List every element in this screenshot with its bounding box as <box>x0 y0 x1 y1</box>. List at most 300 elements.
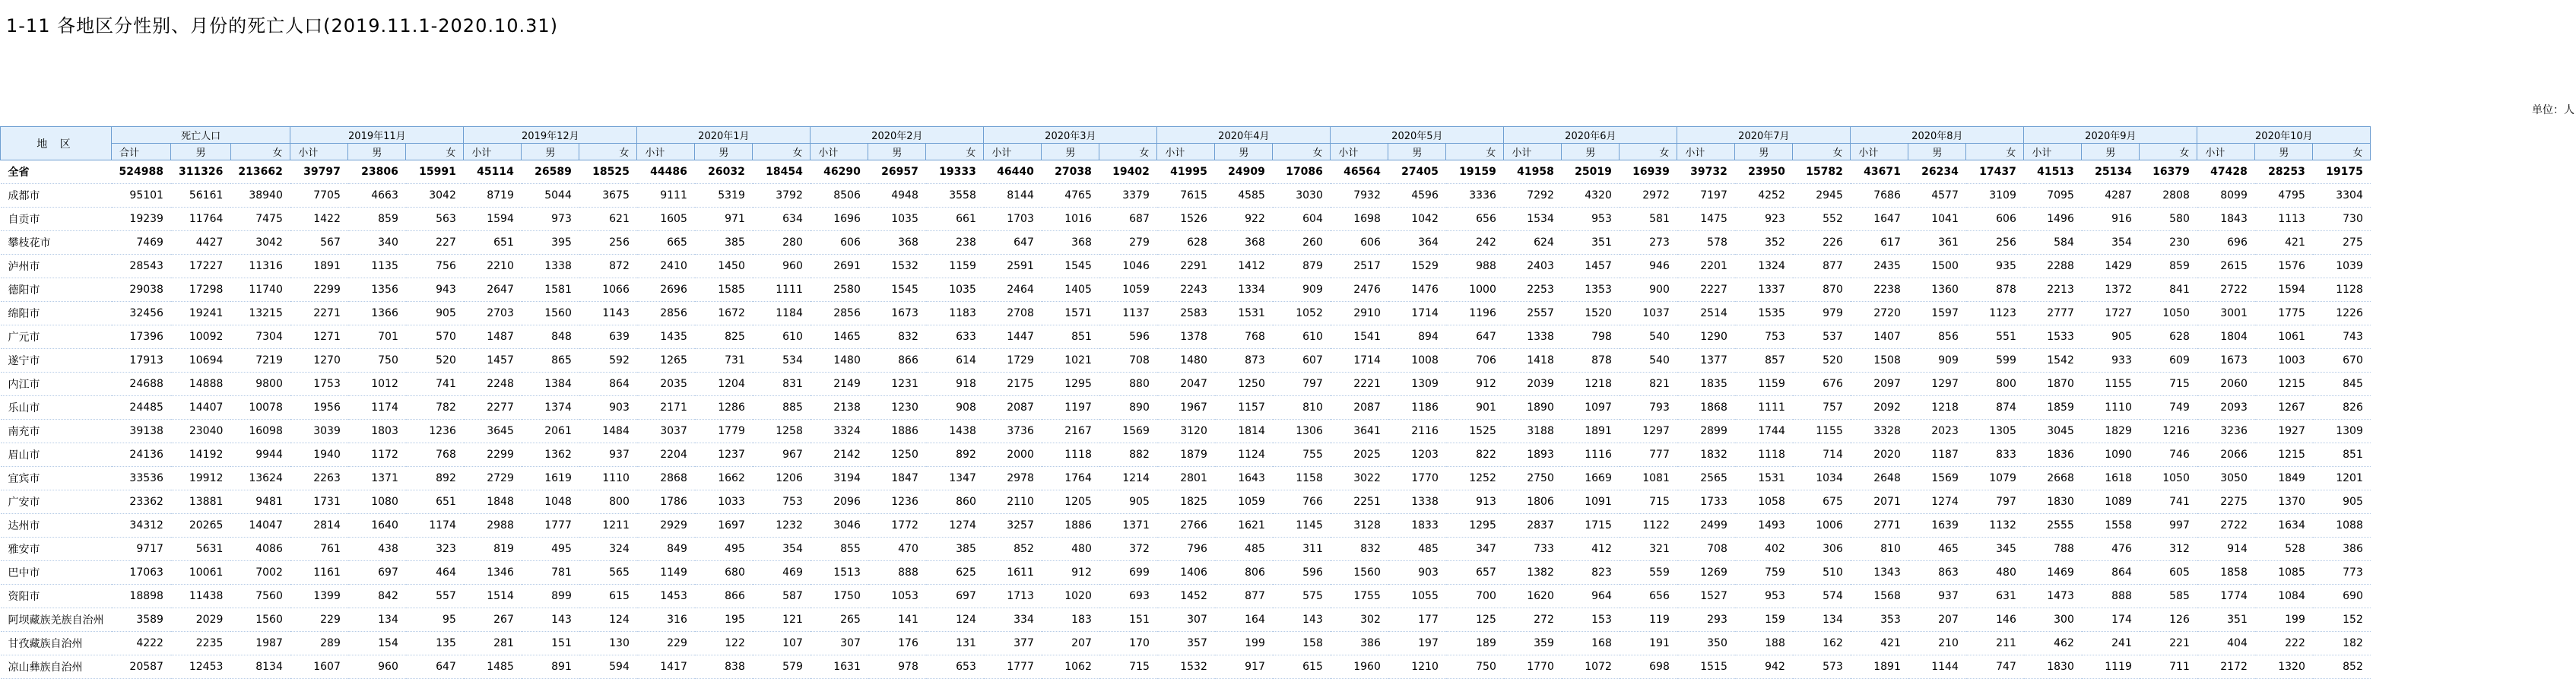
table-cell: 359 <box>1534 637 1554 649</box>
table-cell: 151 <box>551 637 572 649</box>
table-cell: 372 <box>1129 543 1150 555</box>
table-cell: 2087 <box>1007 401 1034 414</box>
table-cell: 316 <box>667 614 687 626</box>
table-cell: 2096 <box>833 496 861 508</box>
table-cell: 651 <box>436 496 456 508</box>
table-cell: 19912 <box>189 472 224 484</box>
table-cell: 2691 <box>833 260 861 272</box>
table-cell: 821 <box>1649 378 1670 390</box>
table-cell: 2093 <box>2220 401 2248 414</box>
table-cell: 2837 <box>1527 519 1554 531</box>
table-cell: 95 <box>443 614 456 626</box>
table-cell: 1558 <box>2105 519 2132 531</box>
table-cell: 1174 <box>371 401 398 414</box>
table-cell: 4320 <box>1585 189 1612 201</box>
sub-header: 男 <box>1388 144 1446 160</box>
table-cell: 2253 <box>1527 284 1554 296</box>
table-cell: 1407 <box>1873 331 1901 343</box>
table-cell: 1806 <box>1527 496 1554 508</box>
table-cell: 1230 <box>891 401 918 414</box>
table-cell: 354 <box>2111 236 2132 249</box>
table-cell: 2023 <box>1931 425 1959 437</box>
death-population-table <box>0 126 2371 679</box>
table-cell: 2814 <box>313 519 341 531</box>
table-cell: 177 <box>1418 614 1439 626</box>
table-cell: 1216 <box>2162 425 2190 437</box>
table-cell: 1770 <box>1527 661 1554 673</box>
table-cell: 860 <box>956 496 976 508</box>
table-cell: 1753 <box>313 378 341 390</box>
region-name: 资阳市 <box>8 591 40 603</box>
table-row <box>1 467 2371 490</box>
table-cell: 2403 <box>1527 260 1554 272</box>
table-title: 1-11 各地区分性别、月份的死亡人口(2019.11.1-2020.10.31) <box>6 15 559 36</box>
group-header: 2019年11月 <box>290 127 464 144</box>
sub-header: 男 <box>1735 144 1793 160</box>
table-cell: 162 <box>1823 637 1843 649</box>
table-cell: 1576 <box>2278 260 2305 272</box>
table-cell: 1334 <box>1238 284 1265 296</box>
table-cell: 857 <box>1765 354 1785 366</box>
table-cell: 1374 <box>544 401 572 414</box>
table-cell: 241 <box>2111 637 2132 649</box>
table-cell: 1274 <box>949 519 976 531</box>
table-cell: 19333 <box>939 166 976 178</box>
table-cell: 832 <box>1360 543 1381 555</box>
sub-header: 男 <box>2255 144 2313 160</box>
table-row <box>1 490 2371 514</box>
table-cell: 647 <box>436 661 456 673</box>
table-cell: 610 <box>1302 331 1323 343</box>
table-cell: 45114 <box>477 166 514 178</box>
table-cell: 656 <box>1649 590 1670 602</box>
table-cell: 1066 <box>602 284 630 296</box>
table-cell: 1605 <box>660 213 687 225</box>
table-cell: 3120 <box>1180 425 1207 437</box>
table-cell: 3045 <box>2047 425 2074 437</box>
table-cell: 1124 <box>1238 449 1265 461</box>
table-cell: 10694 <box>189 354 224 366</box>
sub-header: 男 <box>1042 144 1099 160</box>
table-cell: 334 <box>1014 614 1034 626</box>
table-cell: 1055 <box>1411 590 1439 602</box>
table-cell: 1531 <box>1238 307 1265 319</box>
table-cell: 864 <box>2111 566 2132 579</box>
table-cell: 306 <box>1823 543 1843 555</box>
table-cell: 2708 <box>1007 307 1034 319</box>
table-cell: 1183 <box>949 307 976 319</box>
table-cell: 2172 <box>2220 661 2248 673</box>
table-cell: 46564 <box>1344 166 1381 178</box>
table-cell: 797 <box>1996 496 2016 508</box>
table-cell: 552 <box>1823 213 1843 225</box>
table-cell: 272 <box>1534 614 1554 626</box>
table-cell: 1110 <box>602 472 630 484</box>
table-cell: 1210 <box>1411 661 1439 673</box>
table-cell: 1122 <box>1642 519 1670 531</box>
table-cell: 1155 <box>2105 378 2132 390</box>
table-cell: 1476 <box>1411 284 1439 296</box>
table-cell: 1048 <box>544 496 572 508</box>
table-cell: 2514 <box>1700 307 1727 319</box>
table-cell: 870 <box>1823 284 1843 296</box>
table-cell: 1775 <box>2278 307 2305 319</box>
table-cell: 1569 <box>1122 425 1150 437</box>
table-cell: 1050 <box>2162 307 2190 319</box>
table-cell: 822 <box>1476 449 1496 461</box>
table-cell: 866 <box>898 354 918 366</box>
table-cell: 1089 <box>2105 496 2132 508</box>
table-cell: 900 <box>1649 284 1670 296</box>
table-cell: 1159 <box>1758 378 1785 390</box>
table-cell: 757 <box>1823 401 1843 414</box>
table-row <box>1 396 2371 420</box>
table-cell: 2299 <box>487 449 514 461</box>
table-cell: 879 <box>1302 260 1323 272</box>
sub-header: 小计 <box>1677 144 1735 160</box>
table-cell: 1306 <box>1296 425 1323 437</box>
table-cell: 1211 <box>602 519 630 531</box>
table-cell: 967 <box>782 449 803 461</box>
table-cell: 888 <box>898 566 918 579</box>
table-cell: 24136 <box>129 449 163 461</box>
table-cell: 551 <box>1996 331 2016 343</box>
table-cell: 307 <box>840 637 861 649</box>
table-cell: 7469 <box>136 236 163 249</box>
table-cell: 2029 <box>195 614 224 626</box>
table-row <box>1 184 2371 208</box>
table-cell: 1204 <box>718 378 745 390</box>
table-cell: 311 <box>1302 543 1323 555</box>
table-cell: 1118 <box>1758 449 1785 461</box>
region-name: 自贡市 <box>8 214 40 226</box>
table-cell: 311326 <box>178 166 224 178</box>
table-cell: 733 <box>1534 543 1554 555</box>
table-cell: 540 <box>1649 354 1670 366</box>
table-cell: 1849 <box>2278 472 2305 484</box>
table-cell: 1513 <box>833 566 861 579</box>
sub-header: 女 <box>230 144 290 160</box>
table-cell: 2615 <box>2220 260 2248 272</box>
table-cell: 1729 <box>1007 354 1034 366</box>
table-row <box>1 608 2371 632</box>
table-cell: 24909 <box>1228 166 1265 178</box>
table-cell: 1371 <box>1122 519 1150 531</box>
table-cell: 585 <box>2169 590 2190 602</box>
table-cell: 1155 <box>1816 425 1843 437</box>
table-cell: 755 <box>1302 449 1323 461</box>
table-cell: 146 <box>1996 614 2016 626</box>
table-cell: 1698 <box>1353 213 1381 225</box>
table-cell: 28543 <box>129 260 163 272</box>
table-cell: 715 <box>1649 496 1670 508</box>
table-cell: 2648 <box>1873 472 1901 484</box>
table-cell: 697 <box>378 566 398 579</box>
table-cell: 197 <box>1418 637 1439 649</box>
table-cell: 676 <box>1823 378 1843 390</box>
sub-header: 小计 <box>984 144 1042 160</box>
table-cell: 1713 <box>1007 590 1034 602</box>
table-cell: 1080 <box>371 496 398 508</box>
table-cell: 1111 <box>776 284 803 296</box>
table-cell: 124 <box>609 614 630 626</box>
table-cell: 647 <box>1014 236 1034 249</box>
table-cell: 1020 <box>1064 590 1092 602</box>
table-cell: 4663 <box>371 189 398 201</box>
table-cell: 1161 <box>313 566 341 579</box>
table-cell: 7686 <box>1873 189 1901 201</box>
table-cell: 899 <box>551 590 572 602</box>
table-cell: 14407 <box>189 401 224 414</box>
table-cell: 189 <box>1476 637 1496 649</box>
table-cell: 1891 <box>313 260 341 272</box>
table-cell: 1226 <box>2336 307 2363 319</box>
table-cell: 1541 <box>1353 331 1381 343</box>
table-cell: 1186 <box>1411 401 1439 414</box>
table-cell: 693 <box>1129 590 1150 602</box>
table-cell: 905 <box>2343 496 2363 508</box>
table-cell: 1144 <box>1931 661 1959 673</box>
table-cell: 750 <box>1476 661 1496 673</box>
table-cell: 756 <box>436 260 456 272</box>
table-cell: 1450 <box>718 260 745 272</box>
table-cell: 614 <box>956 354 976 366</box>
table-cell: 124 <box>956 614 976 626</box>
table-cell: 4948 <box>891 189 918 201</box>
table-cell: 3736 <box>1007 425 1034 437</box>
table-cell: 2066 <box>2220 449 2248 461</box>
table-cell: 402 <box>1765 543 1785 555</box>
table-cell: 856 <box>1938 331 1959 343</box>
table-cell: 4252 <box>1758 189 1785 201</box>
table-cell: 877 <box>1245 590 1265 602</box>
table-cell: 3589 <box>136 614 163 626</box>
table-cell: 7292 <box>1527 189 1554 201</box>
table-cell: 351 <box>2227 614 2248 626</box>
table-row <box>1 655 2371 679</box>
table-cell: 17063 <box>129 566 163 579</box>
table-cell: 1412 <box>1238 260 1265 272</box>
table-cell: 2750 <box>1527 472 1554 484</box>
table-cell: 1206 <box>776 472 803 484</box>
table-cell: 7615 <box>1180 189 1207 201</box>
table-cell: 14047 <box>249 519 283 531</box>
table-cell: 1619 <box>544 472 572 484</box>
table-cell: 2565 <box>1700 472 1727 484</box>
table-cell: 628 <box>1187 236 1207 249</box>
table-cell: 412 <box>1591 543 1612 555</box>
sub-header: 女 <box>1620 144 1677 160</box>
table-cell: 1157 <box>1238 401 1265 414</box>
table-cell: 4765 <box>1064 189 1092 201</box>
table-cell: 665 <box>667 236 687 249</box>
table-cell: 8719 <box>487 189 514 201</box>
table-cell: 4086 <box>255 543 283 555</box>
table-cell: 28253 <box>2268 166 2305 178</box>
table-cell: 1779 <box>718 425 745 437</box>
table-cell: 4577 <box>1931 189 1959 201</box>
table-cell: 741 <box>436 378 456 390</box>
table-cell: 2116 <box>1411 425 1439 437</box>
table-cell: 2703 <box>487 307 514 319</box>
table-cell: 670 <box>2343 354 2363 366</box>
table-cell: 2517 <box>1353 260 1381 272</box>
table-cell: 39732 <box>1690 166 1727 178</box>
table-cell: 1542 <box>2047 354 2074 366</box>
table-cell: 23040 <box>189 425 224 437</box>
table-cell: 1196 <box>1469 307 1496 319</box>
table-cell: 1362 <box>544 449 572 461</box>
table-cell: 753 <box>782 496 803 508</box>
table-cell: 1309 <box>1411 378 1439 390</box>
table-cell: 573 <box>1823 661 1843 673</box>
table-cell: 1830 <box>2047 496 2074 508</box>
table-cell: 574 <box>1823 590 1843 602</box>
table-cell: 44486 <box>650 166 687 178</box>
region-name: 攀枝花市 <box>8 237 51 249</box>
table-cell: 1457 <box>487 354 514 366</box>
table-cell: 973 <box>551 213 572 225</box>
table-cell: 18454 <box>766 166 803 178</box>
table-cell: 833 <box>1996 449 2016 461</box>
sub-header: 小计 <box>1851 144 1908 160</box>
table-row <box>1 160 2371 184</box>
table-cell: 964 <box>1591 590 1612 602</box>
region-name: 内江市 <box>8 379 40 391</box>
table-cell: 293 <box>1707 614 1727 626</box>
table-cell: 797 <box>1302 378 1323 390</box>
sub-header: 女 <box>1099 144 1157 160</box>
table-cell: 1085 <box>2278 566 2305 579</box>
table-cell: 131 <box>956 637 976 649</box>
table-cell: 3109 <box>1989 189 2016 201</box>
table-cell: 800 <box>1996 378 2016 390</box>
table-cell: 865 <box>551 354 572 366</box>
table-cell: 2435 <box>1873 260 1901 272</box>
table-cell: 470 <box>898 543 918 555</box>
table-cell: 1338 <box>1527 331 1554 343</box>
table-cell: 1269 <box>1700 566 1727 579</box>
table-cell: 176 <box>898 637 918 649</box>
sub-header: 女 <box>1793 144 1851 160</box>
table-cell: 1520 <box>1585 307 1612 319</box>
table-cell: 1804 <box>2220 331 2248 343</box>
table-cell: 300 <box>2054 614 2074 626</box>
region-name: 凉山彝族自治州 <box>8 662 83 674</box>
table-cell: 9111 <box>660 189 687 201</box>
table-cell: 1422 <box>313 213 341 225</box>
table-cell: 2771 <box>1873 519 1901 531</box>
table-cell: 1786 <box>660 496 687 508</box>
table-cell: 11438 <box>189 590 224 602</box>
table-cell: 1508 <box>1873 354 1901 366</box>
table-cell: 1271 <box>313 331 341 343</box>
table-cell: 675 <box>1823 496 1843 508</box>
table-cell: 1858 <box>2220 566 2248 579</box>
table-cell: 480 <box>1996 566 2016 579</box>
table-cell: 11764 <box>189 213 224 225</box>
table-row <box>1 420 2371 443</box>
table-cell: 2020 <box>1873 449 1901 461</box>
table-cell: 1382 <box>1527 566 1554 579</box>
table-cell: 653 <box>956 661 976 673</box>
table-cell: 1514 <box>487 590 514 602</box>
table-cell: 1297 <box>1642 425 1670 437</box>
table-cell: 2204 <box>660 449 687 461</box>
table-cell: 1091 <box>1585 496 1612 508</box>
table-cell: 107 <box>782 637 803 649</box>
table-cell: 2464 <box>1007 284 1034 296</box>
table-cell: 1764 <box>1064 472 1092 484</box>
table-cell: 24688 <box>129 378 163 390</box>
table-cell: 199 <box>1245 637 1265 649</box>
group-header: 2019年12月 <box>464 127 637 144</box>
group-header: 2020年8月 <box>1851 127 2024 144</box>
table-cell: 698 <box>1649 661 1670 673</box>
table-cell: 1618 <box>2105 472 2132 484</box>
table-cell: 1090 <box>2105 449 2132 461</box>
table-cell: 18525 <box>592 166 630 178</box>
table-cell: 631 <box>1996 590 2016 602</box>
table-cell: 905 <box>1129 496 1150 508</box>
table-cell: 917 <box>1245 661 1265 673</box>
table-cell: 4427 <box>195 236 224 249</box>
table-cell: 859 <box>378 213 398 225</box>
table-cell: 1021 <box>1064 354 1092 366</box>
table-cell: 1338 <box>544 260 572 272</box>
table-cell: 1830 <box>2047 661 2074 673</box>
table-cell: 888 <box>2111 590 2132 602</box>
table-cell: 1891 <box>1585 425 1612 437</box>
table-cell: 2868 <box>660 472 687 484</box>
table-cell: 183 <box>1071 614 1092 626</box>
table-cell: 3675 <box>602 189 630 201</box>
table-cell: 708 <box>1129 354 1150 366</box>
table-cell: 7932 <box>1353 189 1381 201</box>
table-cell: 624 <box>1534 236 1554 249</box>
table-cell: 2720 <box>1873 307 1901 319</box>
table-cell: 23950 <box>1748 166 1785 178</box>
table-cell: 823 <box>1591 566 1612 579</box>
table-cell: 16939 <box>1632 166 1670 178</box>
table-cell: 275 <box>2343 236 2363 249</box>
table-cell: 8134 <box>255 661 283 673</box>
table-cell: 2227 <box>1700 284 1727 296</box>
table-cell: 1715 <box>1585 519 1612 531</box>
table-cell: 617 <box>1880 236 1901 249</box>
table-cell: 592 <box>609 354 630 366</box>
table-cell: 639 <box>609 331 630 343</box>
table-cell: 2210 <box>487 260 514 272</box>
table-cell: 1714 <box>1353 354 1381 366</box>
table-cell: 2808 <box>2162 189 2190 201</box>
table-cell: 1569 <box>1931 472 1959 484</box>
table-cell: 851 <box>2343 449 2363 461</box>
table-cell: 46290 <box>823 166 861 178</box>
table-cell: 2766 <box>1180 519 1207 531</box>
table-cell: 395 <box>551 236 572 249</box>
table-cell: 1371 <box>371 472 398 484</box>
table-cell: 1172 <box>371 449 398 461</box>
table-cell: 1062 <box>1064 661 1092 673</box>
table-cell: 1772 <box>891 519 918 531</box>
table-cell: 17086 <box>1286 166 1323 178</box>
table-cell: 1607 <box>313 661 341 673</box>
table-cell: 1673 <box>891 307 918 319</box>
table-cell: 1118 <box>1064 449 1092 461</box>
table-cell: 125 <box>1476 614 1496 626</box>
table-cell: 2235 <box>195 637 224 649</box>
